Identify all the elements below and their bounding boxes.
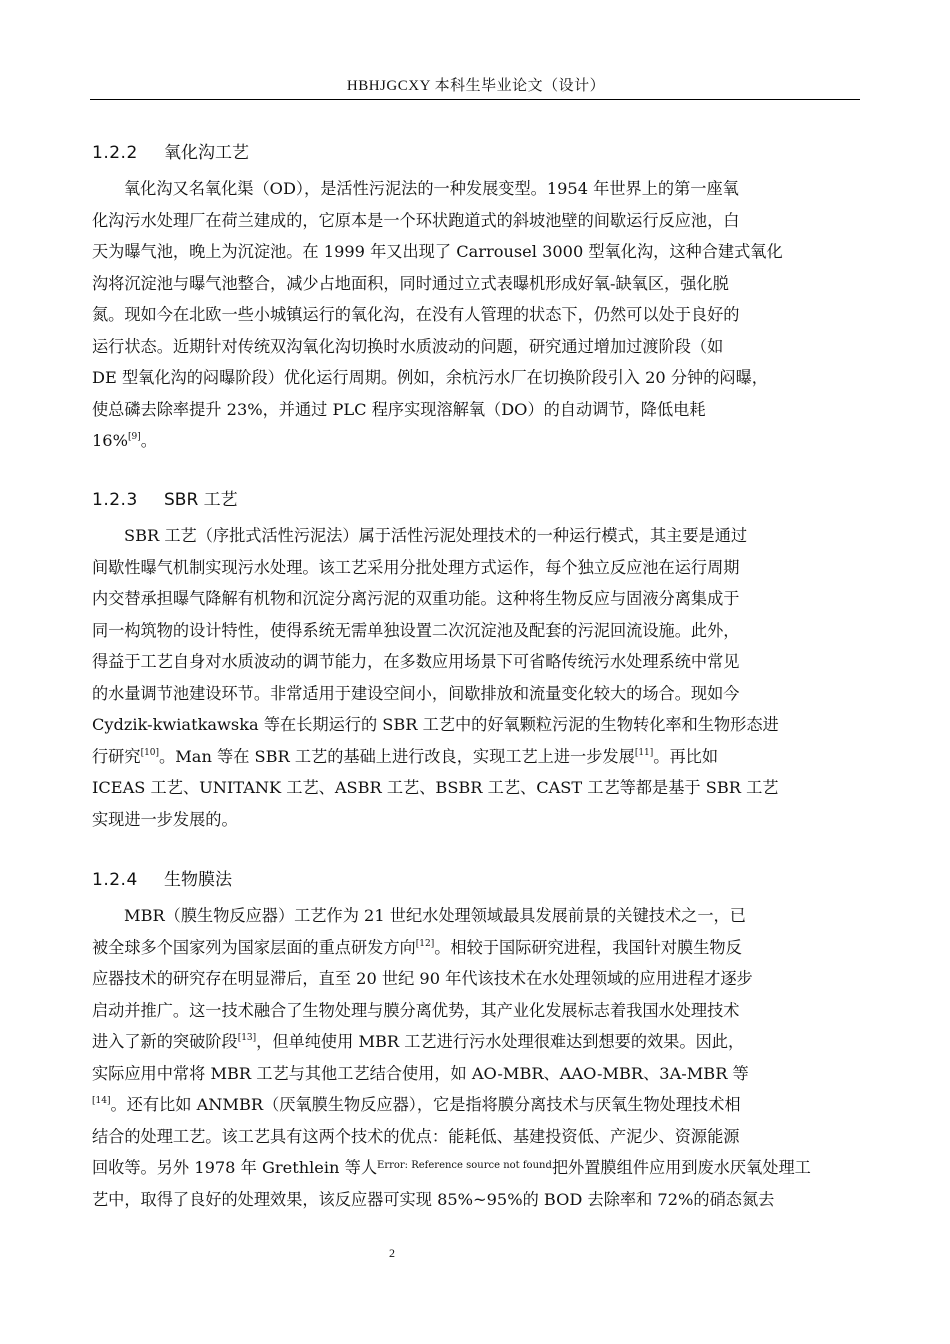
text-fragment: 把外置膜组件应用到废水厌氧处理工 — [551, 1158, 811, 1177]
citation-ref[interactable]: [9] — [127, 432, 141, 442]
text-line: SBR 工艺（序批式活性污泥法）属于活性污泥处理技术的一种运行模式，其主要是通过 — [124, 526, 748, 545]
text-fragment: 被全球多个国家列为国家层面的重点研发方向 — [92, 937, 416, 957]
text-line: 应器技术的研究存在明显滞后，直至 20 世纪 90 年代该技术在水处理领域的应用进程才逐步 — [92, 969, 753, 988]
section-title: 生物膜法 — [164, 870, 232, 890]
header-divider — [90, 99, 860, 100]
text-line: MBR（膜生物反应器）工艺作为 21 世纪水处理领域最具发展前景的关键技术之一，已 — [124, 906, 746, 925]
text-fragment: 。还有比如 ANMBR（厌氧膜生物反应器），它是指将膜分离技术与厌氧生物处理技术相 — [110, 1095, 741, 1114]
section-heading-sbr — [92, 485, 860, 510]
text-line: 同一构筑物的设计特性，使得系统无需单独设置二次沉淀池及配套的污泥回流设施。此外， — [92, 620, 740, 640]
text-fragment: 。Man 等在 SBR 工艺的基础上进行改良，实现工艺上进一步发展 — [159, 746, 635, 766]
text-line: Cydzik-kwiatkawska 等在长期运行的 SBR 工艺中的好氧颗粒污泥的生物转化率和生物形态进 — [92, 715, 779, 734]
paragraph-sbr — [92, 520, 860, 835]
text-line — [92, 932, 860, 964]
text-fragment: 。再比如 — [653, 746, 719, 766]
text-line: 沟将沉淀池与曝气池整合，减少占地面积，同时通过立式表曝机形成好氧-缺氧区，强化脱 — [92, 273, 729, 293]
page-number: 2 — [389, 1246, 395, 1260]
citation-ref[interactable]: [14] — [92, 1096, 111, 1106]
text-line: 使总磷去除率提升 23%，并通过 PLC 程序实现溶解氧（DO）的自动调节，降低电耗 — [92, 399, 706, 419]
running-header: HBHJGCXY 本科生毕业论文（设计） — [346, 78, 606, 94]
text-line: 化沟污水处理厂在荷兰建成的，它原本是一个环状跑道式的斜坡池壁的间歇运行反应池，白 — [92, 210, 740, 230]
text-line: 内交替承担曝气降解有机物和沉淀分离污泥的双重功能。这种将生物反应与固液分离集成于 — [92, 589, 740, 608]
broken-reference-notice[interactable]: Error: Reference source not found — [377, 1160, 552, 1171]
text-fragment: 。 — [140, 431, 157, 450]
text-line: 实际应用中常将 MBR 工艺与其他工艺结合使用，如 AO-MBR、AAO-MBR、3A-MBR 等 — [92, 1063, 749, 1083]
text-fragment: 回收等。另外 1978 年 Grethlein 等人 — [92, 1158, 378, 1177]
text-line: 的水量调节池建设环节。非常适用于建设空间小，间歇排放和流量变化较大的场合。现如今 — [92, 683, 740, 703]
text-line: 结合的处理工艺。该工艺具有这两个技术的优点：能耗低、基建投资低、产泥少、资源能源 — [92, 1126, 740, 1146]
text-line — [92, 425, 860, 457]
text-fragment: 进入了新的突破阶段 — [92, 1032, 238, 1051]
section-number: 1.2.3 — [92, 490, 138, 510]
text-line — [92, 1026, 860, 1058]
citation-ref[interactable]: [11] — [634, 747, 654, 758]
text-line: 氧化沟又名氧化渠（OD），是活性污泥法的一种发展变型。1954 年世界上的第一座氧 — [124, 179, 739, 198]
text-line — [92, 741, 860, 773]
text-line: 氮。现如今在北欧一些小城镇运行的氧化沟，在没有人管理的状态下，仍然可以处于良好的 — [92, 305, 740, 324]
text-line: DE 型氧化沟的闷曝阶段）优化运行周期。例如，余杭污水厂在切换阶段引入 20 分钟的闷曝， — [92, 368, 768, 387]
paragraph-mbr — [92, 900, 860, 1215]
text-line: ICEAS 工艺、UNITANK 工艺、ASBR 工艺、BSBR 工艺、CAST 工艺等都是基于 SBR 工艺 — [92, 778, 779, 797]
text-line — [92, 1089, 860, 1121]
text-line — [92, 1152, 860, 1184]
text-fragment: 16% — [92, 431, 128, 450]
text-line: 间歇性曝气机制实现污水处理。该工艺采用分批处理方式运作，每个独立反应池在运行周期 — [92, 557, 740, 577]
text-line: 实现进一步发展的。 — [92, 809, 238, 829]
citation-ref[interactable]: [13] — [237, 1033, 257, 1043]
section-number: 1.2.2 — [92, 143, 138, 163]
text-line: 得益于工艺自身对水质波动的调节能力，在多数应用场景下可省略传统污水处理系统中常见 — [92, 652, 740, 671]
section-heading-oxidation-ditch — [92, 138, 860, 163]
section-number: 1.2.4 — [92, 870, 138, 890]
text-line: 艺中，取得了良好的处理效果，该反应器可实现 85%~95%的 BOD 去除率和 72%的硝态氮去 — [92, 1189, 775, 1209]
section-heading-biofilm — [92, 865, 860, 890]
text-line: 天为曝气池，晚上为沉淀池。在 1999 年又出现了 Carrousel 3000 型氧化沟，这种合建式氧化 — [92, 242, 783, 261]
section-title: SBR 工艺 — [164, 490, 238, 510]
citation-ref[interactable]: [12] — [415, 938, 435, 949]
text-fragment: ，但单纯使用 MBR 工艺进行污水处理很难达到想要的效果。因此， — [256, 1032, 745, 1051]
section-title: 氧化沟工艺 — [164, 143, 249, 163]
paragraph-oxidation-ditch — [92, 173, 860, 457]
text-fragment: 行研究 — [92, 746, 141, 766]
citation-ref[interactable]: [10] — [140, 747, 160, 758]
text-fragment: 。相较于国际研究进程，我国针对膜生物反 — [434, 937, 742, 957]
text-line: 运行状态。近期针对传统双沟氧化沟切换时水质波动的问题，研究通过增加过渡阶段（如 — [92, 336, 724, 356]
text-line: 启动并推广。这一技术融合了生物处理与膜分离优势，其产业化发展标志着我国水处理技术 — [92, 1000, 740, 1020]
